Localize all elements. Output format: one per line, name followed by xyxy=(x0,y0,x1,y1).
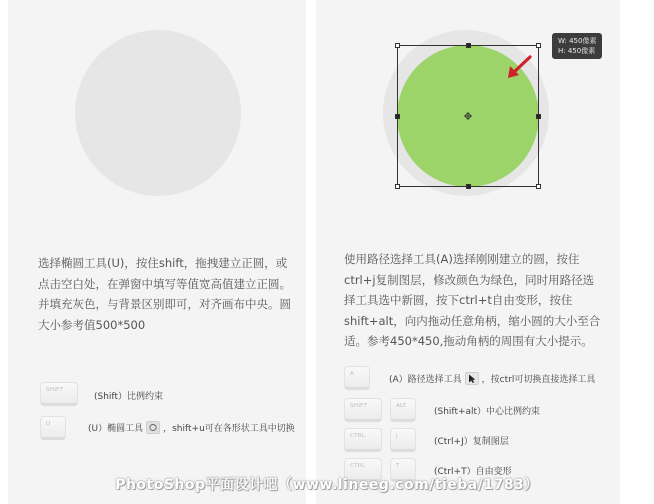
shift-key-icon: SHIFT xyxy=(40,382,78,406)
red-arrow-icon xyxy=(504,54,534,80)
left-line-1: 选择椭圆工具(U)，按住shift，拖拽建立正圆，或 xyxy=(38,256,288,270)
handle-top-center[interactable] xyxy=(466,43,471,48)
left-line-2: 点击空白处，在弹窗中填写等值宽高值建立正圆。 xyxy=(38,276,291,291)
ellipse-tool-hint: ，shift+u可在各形状工具中切换 xyxy=(163,424,295,434)
left-line-3: 并填充灰色，与背景区别即可，对齐画布中央。圆 xyxy=(38,297,291,311)
ctrl-key-icon: CTRL xyxy=(344,428,382,452)
shortcut-ctrl-t-label: (Ctrl+T）自由变形 xyxy=(434,467,512,477)
shortcut-shift-alt-label: (Shift+alt）中心比例约束 xyxy=(434,407,541,417)
transform-center-icon xyxy=(464,112,472,120)
t-key-icon: T xyxy=(390,458,416,482)
a-key-icon: A xyxy=(344,366,370,390)
tooltip-width: W: 450像素 xyxy=(558,37,597,45)
handle-bottom-right[interactable] xyxy=(536,184,541,189)
shortcut-shift-label: (Shift）比例约束 xyxy=(94,392,163,402)
u-key-icon: U xyxy=(40,416,66,440)
right-line-1: 使用路径选择工具(A)选择刚刚建立的圆，按住 xyxy=(344,252,580,266)
ellipse-tool-icon xyxy=(146,421,160,434)
handle-bottom-left[interactable] xyxy=(395,184,400,189)
gray-circle-shape xyxy=(75,30,241,196)
right-line-5: 适。参考450*450,拖动角柄的周围有大小提示。 xyxy=(344,334,593,348)
j-key-icon: J xyxy=(390,428,416,452)
left-line-4: 大小参考值500*500 xyxy=(38,317,146,332)
handle-top-left[interactable] xyxy=(395,43,400,48)
left-instruction-text xyxy=(38,253,291,335)
handle-top-right[interactable] xyxy=(536,43,541,48)
size-tooltip xyxy=(552,33,602,59)
right-instruction-text xyxy=(344,249,600,352)
right-line-2: ctrl+j复制图层，修改颜色为绿色，同时用路径选 xyxy=(344,272,595,287)
alt-key-icon: ALT xyxy=(390,398,416,422)
left-tutorial-panel xyxy=(8,0,306,504)
right-line-3: 择工具选中新圆，按下ctrl+t自由变形，按住 xyxy=(344,293,573,307)
shift-key-icon-2: SHIFT xyxy=(344,398,382,422)
tooltip-height: H: 450像素 xyxy=(558,47,596,55)
handle-middle-left[interactable] xyxy=(395,114,400,119)
site-watermark: PhotoShop平面设计吧（www.lineeg.com/tieba/1783） xyxy=(115,477,539,493)
ellipse-tool-label: (U）椭圆工具 xyxy=(88,424,144,434)
shortcut-path-selection xyxy=(389,372,595,385)
right-line-4: shift+alt，向内拖动任意角柄，缩小圆的大小至合 xyxy=(344,313,601,328)
shortcut-ellipse-tool xyxy=(88,421,295,434)
handle-bottom-center[interactable] xyxy=(466,184,471,189)
right-tutorial-panel xyxy=(316,0,620,504)
ctrl-key-icon-2: CTRL xyxy=(344,458,382,482)
path-selection-label: (A）路径选择工具 xyxy=(389,375,462,385)
path-selection-tool-icon xyxy=(465,372,479,385)
handle-middle-right[interactable] xyxy=(536,114,541,119)
shortcut-ctrl-j-label: (Ctrl+J）复制图层 xyxy=(434,437,509,447)
path-selection-hint: ，按ctrl可切换直接选择工具 xyxy=(481,375,596,385)
